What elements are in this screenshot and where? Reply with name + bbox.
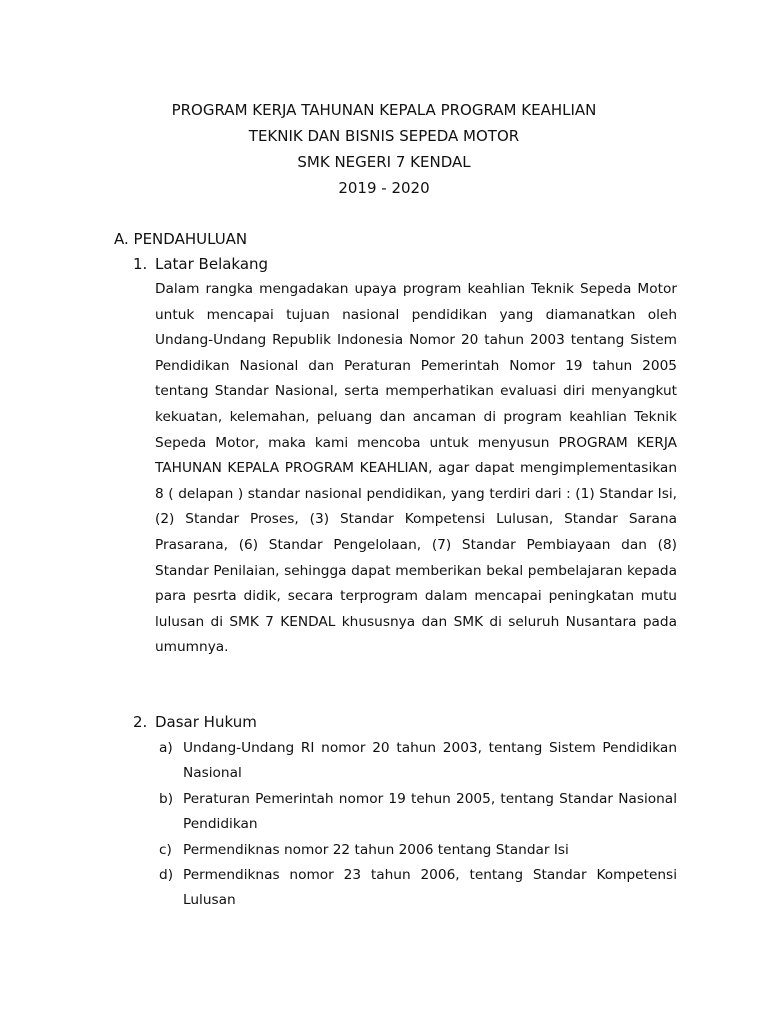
list-item — [159, 787, 677, 838]
title-line-4: 2019 - 2020 — [338, 179, 430, 197]
subsection-1-title: Latar Belakang — [155, 255, 269, 273]
list-item-text: Permendiknas nomor 22 tahun 2006 tentang Standar Isi — [183, 841, 569, 858]
list-item-letter: c) — [159, 841, 172, 858]
subsection-2-title: Dasar Hukum — [155, 713, 257, 731]
list-item-text: Undang-Undang RI nomor 20 tahun 2003, tentang Sistem Pendidikan Nasional — [183, 740, 677, 782]
list-item-letter: a) — [159, 740, 173, 756]
latar-belakang-paragraph: Dalam rangka mengadakan upaya program keahlian Teknik Sepeda Motor untuk mencapai tujuan nasional pendidikan yang diamanatkan oleh Undang-Undang Republik Indonesia Nomor 20 tahun 2003 tentang Sistem Pendidikan Nasional dan Peraturan Pemerintah Nomor 19 tahun 2005 tentang Standar Nasional, serta memperhatikan evaluasi diri menyangkut kekuatan, kelemahan, peluang dan ancaman di program keahlian Teknik Sepeda Motor, maka kami mencoba untuk menyusun PROGRAM KERJA TAHUNAN KEPALA PROGRAM KEAHLIAN, agar dapat mengimplementasikan 8 ( delapan ) standar nasional pendidikan, yang terdiri dari : (1) Standar Isi, (2) Standar Proses, (3) Standar Kompetensi Lulusan, Standar Sarana Prasarana, (6) Standar Pengelolaan, (7) Standar Pembiayaan dan (8) Standar Penilaian, sehingga dapat memberikan bekal pembelajaran kepada para pesrta didik, secara terprogram dalam mencapai peningkatan mutu lulusan di SMK 7 KENDAL khususnya dan SMK di seluruh Nusantara pada umumnya. — [155, 281, 677, 656]
title-line-1: PROGRAM KERJA TAHUNAN KEPALA PROGRAM KEAHLIAN — [171, 101, 597, 119]
subsection-2-number: 2. — [133, 713, 148, 731]
list-item-letter: b) — [159, 790, 174, 807]
section-a-heading: A. PENDAHULUAN — [114, 230, 248, 248]
list-item-text: Permendiknas nomor 23 tahun 2006, tentang Standar Kompetensi Lulusan — [183, 867, 677, 909]
list-item-text: Peraturan Pemerintah nomor 19 tehun 2005, tentang Standar Nasional Pendidikan — [183, 790, 677, 833]
list-item — [159, 838, 677, 863]
dasar-hukum-list — [159, 736, 677, 914]
list-item-letter: d) — [159, 867, 174, 884]
subsection-2-heading — [133, 710, 257, 734]
subsection-1-heading — [133, 252, 268, 276]
title-line-2: TEKNIK DAN BISNIS SEPEDA MOTOR — [248, 127, 520, 145]
list-item — [159, 863, 677, 914]
title-line-3: SMK NEGERI 7 KENDAL — [297, 153, 471, 171]
subsection-1-number: 1. — [133, 255, 148, 273]
document-title — [0, 97, 768, 201]
list-item — [159, 736, 677, 787]
